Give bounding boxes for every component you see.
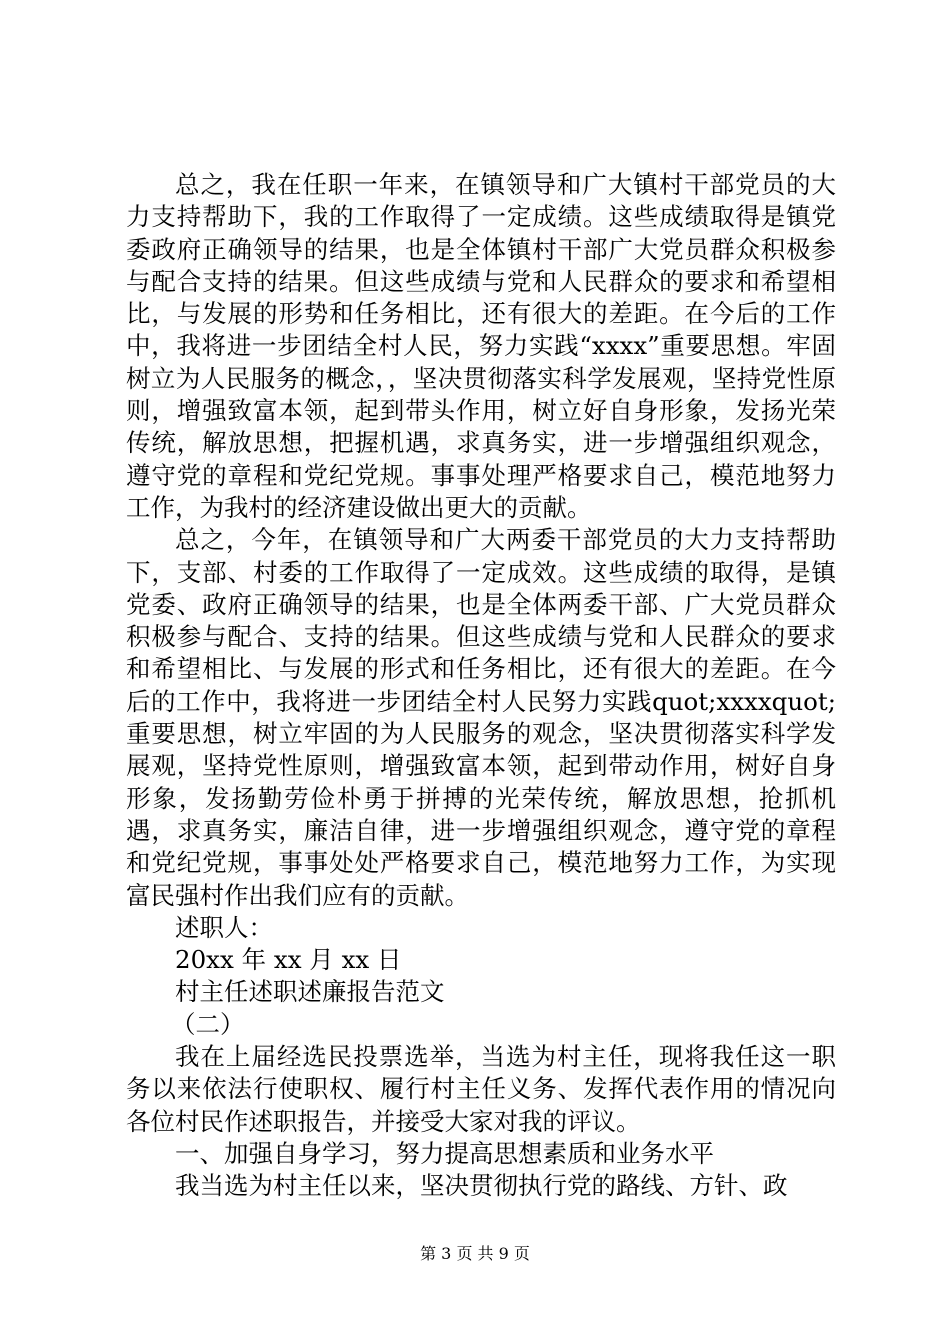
heading-one: 一、加强自身学习，努力提高思想素质和业务水平	[175, 1138, 714, 1168]
document-body	[126, 169, 836, 1203]
paragraph-summary-2: 总之，今年，在镇领导和广大两委干部党员的大力支持帮助下，支部、村委的工作取得了一定成效。这些成绩的取得，是镇党委、政府正确领导的结果，也是全体两委干部、广大党员群众积极参与配合、支持的结果。但这些成绩与党和人民群众的要求和希望相比、与发展的形式和任务相比，还有很大的差距。在今后的工作中，我将进一步团结全村人民努力实践quot;xxxxquot;重要思想，树立牢固的为人民服务的观念，坚决贯彻落实科学发展观，坚持党性原则，增强致富本领，起到带动作用，树好自身形象，发扬勤劳俭朴勇于拼搏的光荣传统，解放思想，抢抓机遇，求真务实，廉洁自律，进一步增强组织观念，遵守党的章程和党纪党规，事事处处严格要求自己，模范地努力工作，为实现富民强村作出我们应有的贡献。	[126, 525, 836, 910]
page-number-footer: 第 3 页 共 9 页	[420, 1244, 530, 1263]
paragraph-study: 我当选为村主任以来，坚决贯彻执行党的路线、方针、政	[175, 1171, 788, 1201]
signature-line: 述职人：	[175, 912, 273, 942]
section-title: 村主任述职述廉报告范文	[175, 977, 445, 1007]
date-line: 20xx 年 xx 月 xx 日	[175, 945, 402, 975]
section-number: （二）	[171, 1009, 245, 1039]
paragraph-summary-1: 总之，我在任职一年来，在镇领导和广大镇村干部党员的大力支持帮助下，我的工作取得了一定成绩。这些成绩取得是镇党委政府正确领导的结果，也是全体镇村干部广大党员群众积极参与配合支持的结果。但这些成绩与党和人民群众的要求和希望相比，与发展的形势和任务相比，还有很大的差距。在今后的工作中，我将进一步团结全村人民，努力实践“xxxx”重要思想。牢固树立为人民服务的概念，，坚决贯彻落实科学发展观，坚持党性原则，增强致富本领，起到带头作用，树立好自身形象，发扬光荣传统，解放思想，把握机遇，求真务实，进一步增强组织观念，遵守党的章程和党纪党规。事事处理严格要求自己，模范地努力工作，为我村的经济建设做出更大的贡献。	[126, 170, 836, 522]
paragraph-intro: 我在上届经选民投票选举，当选为村主任，现将我任这一职务以来依法行使职权、履行村主任义务、发挥代表作用的情况向各位村民作述职报告，并接受大家对我的评议。	[126, 1042, 836, 1136]
